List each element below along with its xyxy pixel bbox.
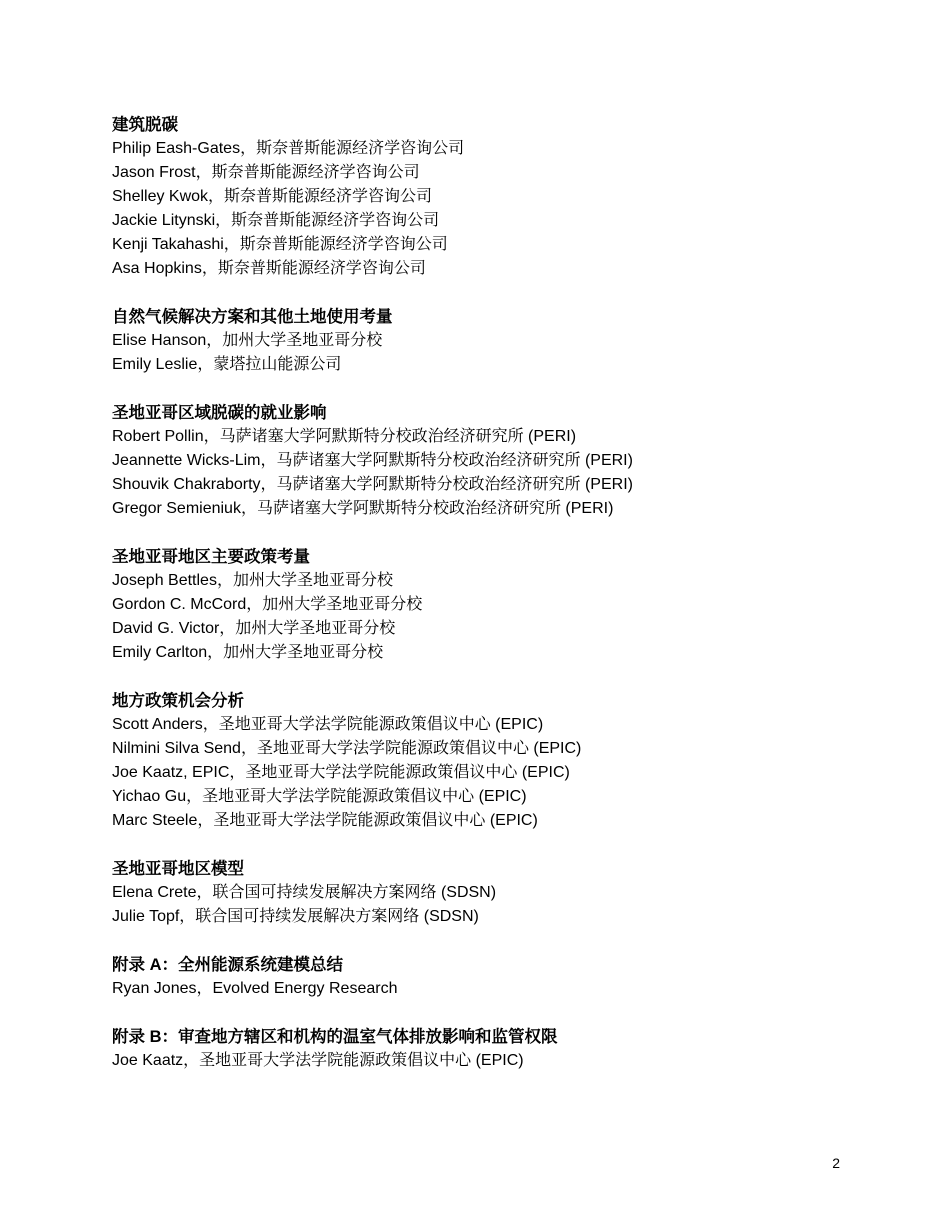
section-regional-model <box>112 857 892 929</box>
section-heading: 圣地亚哥地区模型 <box>112 860 244 878</box>
contributor-entry: Nilmini Silva Send，圣地亚哥大学法学院能源政策倡议中心 (EPIC) <box>112 740 582 757</box>
contributor-entry: David G. Victor，加州大学圣地亚哥分校 <box>112 620 396 637</box>
section-appendix-b <box>112 1025 892 1073</box>
contributor-entry: Kenji Takahashi，斯奈普斯能源经济学咨询公司 <box>112 236 448 253</box>
contributor-entry: Jeannette Wicks-Lim，马萨诸塞大学阿默斯特分校政治经济研究所 (PERI) <box>112 452 633 469</box>
contributor-entry: Elena Crete，联合国可持续发展解决方案网络 (SDSN) <box>112 884 497 901</box>
page-content <box>112 113 892 1097</box>
section-key-policy-considerations <box>112 545 892 665</box>
section-heading: 圣地亚哥地区主要政策考量 <box>112 548 310 566</box>
section-heading: 附录 B：审查地方辖区和机构的温室气体排放影响和监管权限 <box>112 1028 558 1046</box>
section-local-policy-opportunities <box>112 689 892 833</box>
contributor-entry: Marc Steele，圣地亚哥大学法学院能源政策倡议中心 (EPIC) <box>112 812 538 829</box>
section-natural-climate-solutions <box>112 305 892 377</box>
contributor-entry: Scott Anders，圣地亚哥大学法学院能源政策倡议中心 (EPIC) <box>112 716 544 733</box>
contributor-entry: Julie Topf，联合国可持续发展解决方案网络 (SDSN) <box>112 908 479 925</box>
contributor-entry: Jason Frost，斯奈普斯能源经济学咨询公司 <box>112 164 420 181</box>
section-building-decarbonization <box>112 113 892 281</box>
contributor-entry: Emily Leslie，蒙塔拉山能源公司 <box>112 356 342 373</box>
contributor-entry: Elise Hanson，加州大学圣地亚哥分校 <box>112 332 383 349</box>
section-heading: 圣地亚哥区域脱碳的就业影响 <box>112 404 327 422</box>
contributor-entry: Asa Hopkins，斯奈普斯能源经济学咨询公司 <box>112 260 426 277</box>
contributor-entry: Yichao Gu，圣地亚哥大学法学院能源政策倡议中心 (EPIC) <box>112 788 527 805</box>
section-employment-impacts <box>112 401 892 521</box>
section-heading: 地方政策机会分析 <box>112 692 244 710</box>
contributor-entry: Emily Carlton，加州大学圣地亚哥分校 <box>112 644 384 661</box>
contributor-entry: Gregor Semieniuk，马萨诸塞大学阿默斯特分校政治经济研究所 (PERI) <box>112 500 614 517</box>
section-appendix-a <box>112 953 892 1001</box>
contributor-entry: Ryan Jones，Evolved Energy Research <box>112 980 398 997</box>
contributor-entry: Philip Eash-Gates，斯奈普斯能源经济学咨询公司 <box>112 140 465 157</box>
contributor-entry: Shelley Kwok，斯奈普斯能源经济学咨询公司 <box>112 188 433 205</box>
contributor-entry: Joseph Bettles，加州大学圣地亚哥分校 <box>112 572 393 589</box>
contributor-entry: Joe Kaatz，圣地亚哥大学法学院能源政策倡议中心 (EPIC) <box>112 1052 524 1069</box>
contributor-entry: Jackie Litynski，斯奈普斯能源经济学咨询公司 <box>112 212 440 229</box>
contributor-entry: Robert Pollin，马萨诸塞大学阿默斯特分校政治经济研究所 (PERI) <box>112 428 577 445</box>
contributor-entry: Joe Kaatz, EPIC，圣地亚哥大学法学院能源政策倡议中心 (EPIC) <box>112 764 570 781</box>
section-heading: 建筑脱碳 <box>112 116 178 134</box>
contributor-entry: Shouvik Chakraborty，马萨诸塞大学阿默斯特分校政治经济研究所 (PERI) <box>112 476 633 493</box>
contributor-entry: Gordon C. McCord，加州大学圣地亚哥分校 <box>112 596 423 613</box>
section-heading: 附录 A：全州能源系统建模总结 <box>112 956 343 974</box>
section-heading: 自然气候解决方案和其他土地使用考量 <box>112 308 393 326</box>
page-number: 2 <box>832 1155 840 1171</box>
